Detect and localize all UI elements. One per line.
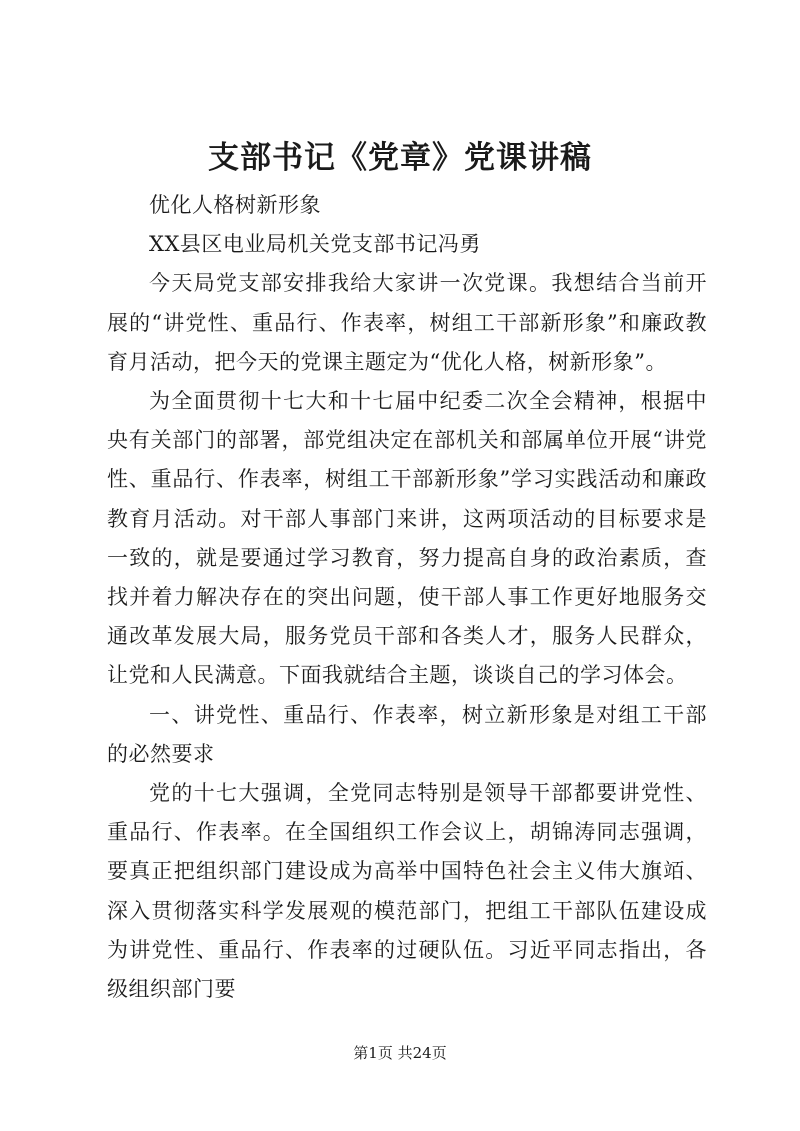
subtitle-paragraph: 优化人格树新形象 [149,193,321,217]
body-paragraph: 今天局党支部安排我给大家讲一次党课。我想结合当前开展的“讲党性、重品行、作表率，树组工干部新形象”和廉政教育月活动，把今天的党课主题定为“优化人格，树新形象”。 [107,271,707,374]
document-title: 支部书记《党章》党课讲稿 [208,140,592,176]
body-paragraph: 为全面贯彻十七大和十七届中纪委二次全会精神，根据中央有关部门的部署，部党组决定在部机关和部属单位开展“讲党性、重品行、作表率，树组工干部新形象”学习实践活动和廉政教育月活动。对干部人事部门来讲，这两项活动的目标要求是一致的，就是要通过学习教育，努力提高自身的政治素质，查找并着力解决存在的突出问题，使干部人事工作更好地服务交通改革发展大局，服务党员干部和各类人才，服务人民群众，让党和人民满意。下面我就结合主题，谈谈自己的学习体会。 [107,389,707,688]
author-paragraph: XX县区电业局机关党支部书记冯勇 [149,232,481,257]
body-paragraph: 党的十七大强调，全党同志特别是领导干部都要讲党性、重品行、作表率。在全国组织工作会议上，胡锦涛同志强调，要真正把组织部门建设成为高举中国特色社会主义伟大旗竡、深入贯彻落实科学发展观的模范部门，把组工干部队伍建设成为讲党性、重品行、作表率的过硬队伍。习近平同志指出，各级组织部门要 [107,781,707,1002]
document-body [107,186,707,1009]
section-heading: 一、讲党性、重品行、作表率，树立新形象是对组工干部的必然要求 [107,702,707,766]
page-footer: 第1页 共24页 [353,1044,447,1062]
